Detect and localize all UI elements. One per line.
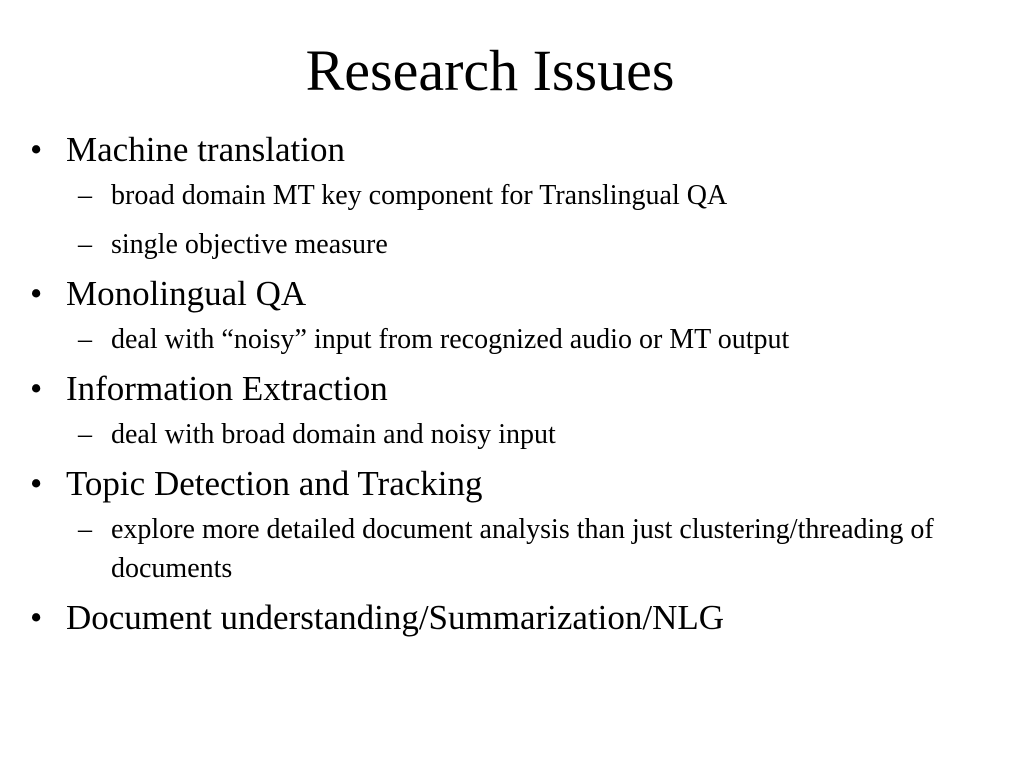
sub-item-text: explore more detailed document analysis than just clustering/threading of documents [111,514,934,584]
bullet-dot-icon: • [30,130,43,169]
bullet-item [30,367,990,454]
sub-item-text: single objective measure [111,229,388,260]
bullet-dot-icon: • [30,464,43,503]
dash-icon: – [78,514,92,545]
bullet-dot-icon: • [30,369,43,408]
sub-item [66,510,990,588]
sub-item [66,320,990,359]
sub-item-text: broad domain MT key component for Translingual QA [111,180,728,211]
bullet-item [30,596,990,640]
sub-item [66,225,990,264]
bullet-list [30,128,990,640]
dash-icon: – [78,229,92,260]
bullet-text: Document understanding/Summarization/NLG [66,598,725,637]
slide-title: Research Issues [305,38,675,103]
sub-list [66,176,990,264]
bullet-item [30,462,990,588]
dash-icon: – [78,419,92,450]
sub-list [66,320,990,359]
sub-item-text: deal with “noisy” input from recognized audio or MT output [111,324,790,355]
dash-icon: – [78,324,92,355]
sub-item [66,176,990,215]
bullet-dot-icon: • [30,598,43,637]
sub-list [66,510,990,588]
bullet-text: Monolingual QA [66,274,307,313]
dash-icon: – [78,180,92,211]
bullet-text: Topic Detection and Tracking [66,464,483,503]
sub-item [66,415,990,454]
bullet-dot-icon: • [30,274,43,313]
sub-item-text: deal with broad domain and noisy input [111,419,556,450]
bullet-item [30,272,990,359]
sub-list [66,415,990,454]
bullet-text: Machine translation [66,130,345,169]
bullet-text: Information Extraction [66,369,388,408]
bullet-item [30,128,990,264]
